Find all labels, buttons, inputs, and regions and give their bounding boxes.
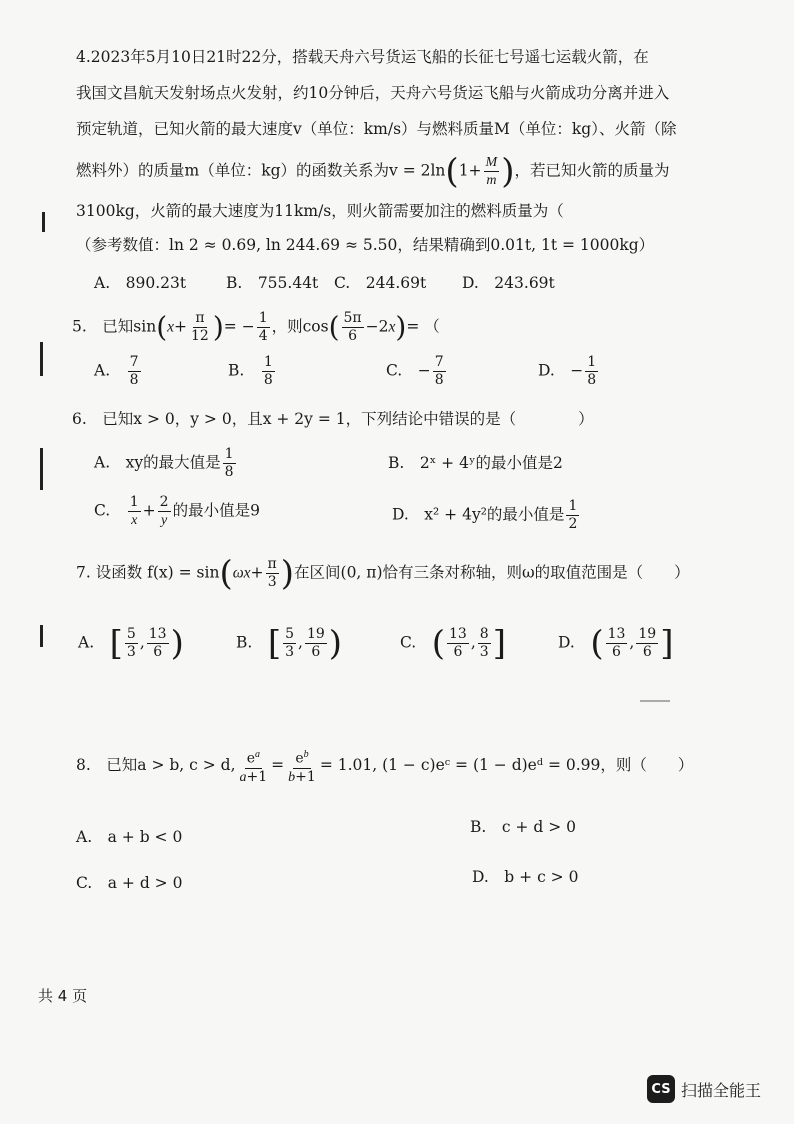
scan-mark [40,625,43,647]
q6-option-a[interactable]: A. xy的最大值是 $\frac{1}{8}$ [94,446,234,480]
q6-stem: 6. 已知x > 0，y > 0，且x + 2y = 1，下列结论中错误的是（ ） [72,410,594,428]
q4-option-d[interactable]: D. 243.69t [462,274,555,292]
scan-mark [40,448,43,490]
scan-mark [42,212,45,232]
q7-option-b[interactable]: B. [ $\frac{5}{3}$ , $\frac{19}{6}$ ) [236,623,343,664]
q7-stem: 7. 设函数 f(x) = sin(ωx+ $\frac{\pi}{3}$ )在区间(0, π)恰有三条对称轴，则ω的取值范围是（ ） [76,553,690,594]
q8-option-c[interactable]: C. a + d > 0 [76,874,183,892]
q4-option-b[interactable]: B. 755.44t [226,274,319,292]
q8-option-d[interactable]: D. b + c > 0 [472,868,579,886]
q4-line3: 预定轨道，已知火箭的最大速度v（单位：km/s）与燃料质量M（单位：kg）、火箭（除 [76,120,677,138]
q7-option-a[interactable]: A. [ $\frac{5}{3}$ , $\frac{13}{6}$ ) [78,623,184,664]
scanner-brand: 扫描全能王 [681,1080,762,1100]
q4-line1: 4.2023年5月10日21时22分，搭载天舟六号货运飞船的长征七号遥七运载火箭，在 [76,48,649,66]
q4-option-c[interactable]: C. 244.69t [334,274,427,292]
q4-line4: 燃料外）的质量m（单位：kg）的函数关系为v = 2ln(1+ $\frac{M}{m}$ )，若已知火箭的质量为 [76,151,670,192]
q8-option-a[interactable]: A. a + b < 0 [76,828,183,846]
q5-option-b[interactable]: B. $\frac{1}{8}$ [228,354,273,388]
scan-mark [40,342,43,376]
q4-line5: 3100kg，火箭的最大速度为11km/s，则火箭需要加注的燃料质量为（ [76,202,564,220]
q8-stem: 8. 已知a > b, c > d, $\frac{e^a}{a+1}$ = $\frac{e^b}{b+1}$ = 1.01, (1 − c)eᶜ = (1 − d)eᵈ = 0.99，则（ ） [76,746,693,786]
q6-option-c[interactable]: C. $\frac{1}{x}$ + $\frac{2}{y}$ 的最小值是9 [94,494,260,528]
scan-mark [640,700,670,702]
q5-stem: 5. 已知sin(x+ $\frac{\pi}{12}$ )= − $\frac{1}{4}$ ，则cos( $\frac{5\pi}{6}$ −2x)= （ [72,310,440,344]
q5-option-a[interactable]: A. $\frac{7}{8}$ [94,354,139,388]
page-count: 共 4 页 [38,987,88,1005]
q6-option-d[interactable]: D. x² + 4y²的最小值是 $\frac{1}{2}$ [392,498,578,532]
scanner-watermark [647,1075,761,1103]
q7-option-c[interactable]: C. ( $\frac{13}{6}$ , $\frac{8}{3}$ ] [400,623,506,664]
q5-option-d[interactable]: D. − $\frac{1}{8}$ [538,354,597,388]
q4-line2: 我国文昌航天发射场点火发射，约10分钟后，天舟六号货运飞船与火箭成功分离并进入 [76,84,670,102]
cs-logo-icon: CS [647,1075,675,1103]
q5-option-c[interactable]: C. − $\frac{7}{8}$ [386,354,444,388]
q6-option-b[interactable]: B. 2ˣ + 4ʸ的最小值是2 [388,454,563,472]
q7-option-d[interactable]: D. ( $\frac{13}{6}$ , $\frac{19}{6}$ ] [558,623,674,664]
q8-option-b[interactable]: B. c + d > 0 [470,818,576,836]
q4-line6: （参考数值：ln 2 ≈ 0.69, ln 244.69 ≈ 5.50，结果精确到0.01t, 1t = 1000kg） [76,236,655,254]
q4-option-a[interactable]: A. 890.23t [94,274,187,292]
